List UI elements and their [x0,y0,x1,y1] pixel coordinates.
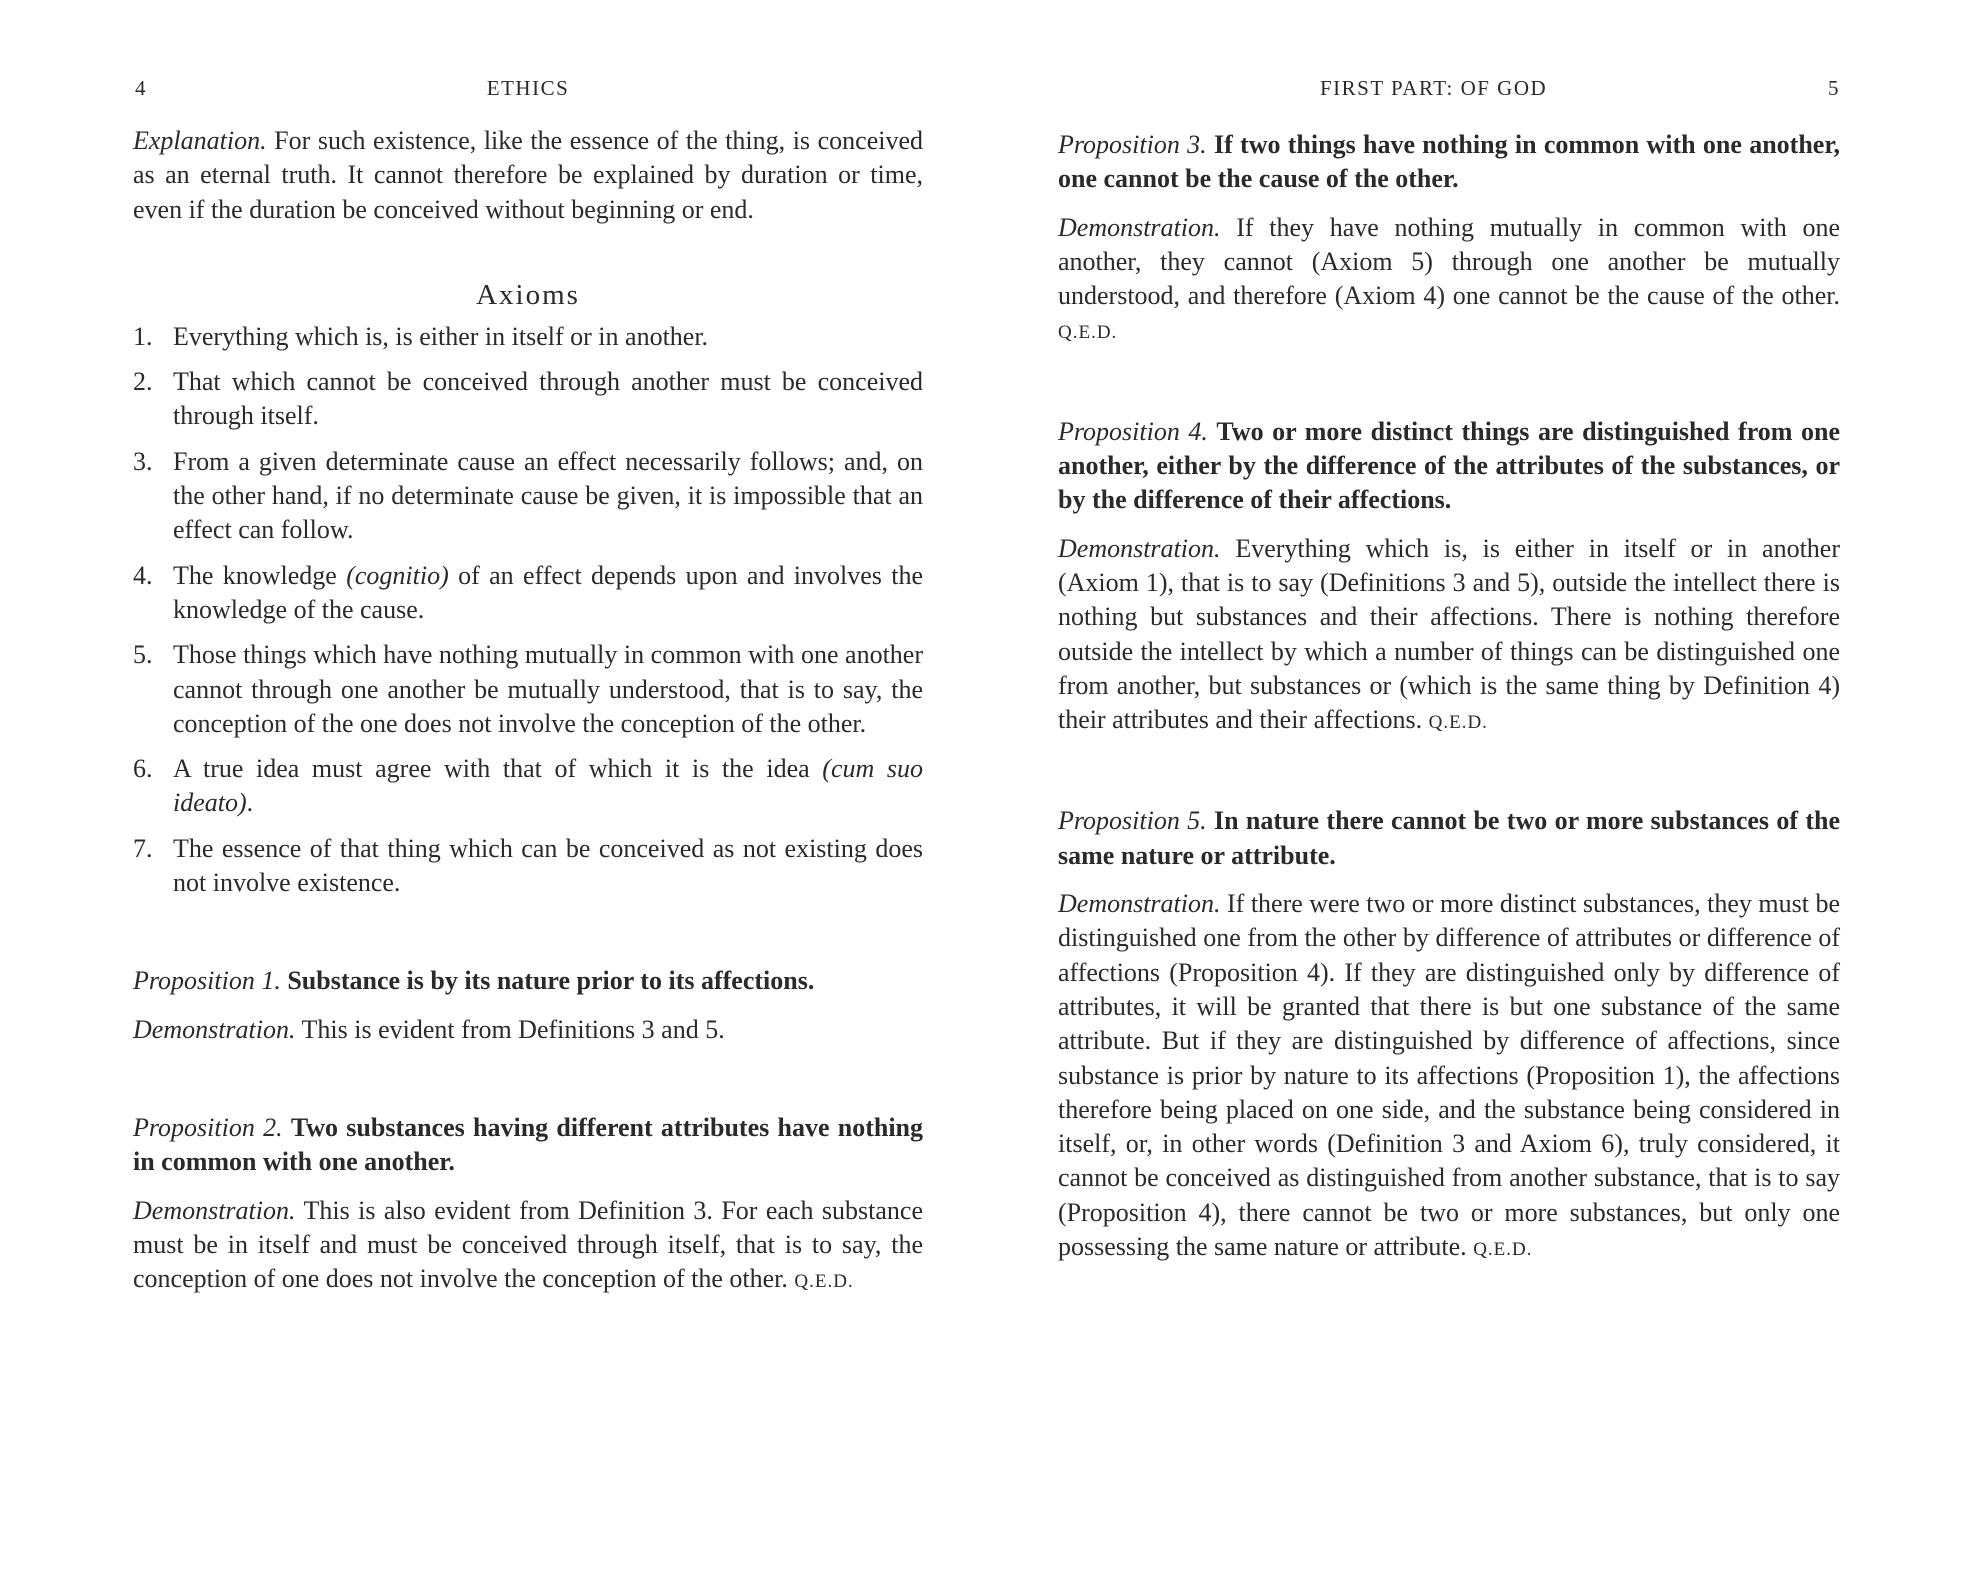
proposition-4-label: Proposition 4. [1058,416,1208,446]
proposition-1-demonstration: Demonstration. This is evident from Definitions 3 and 5. [133,1014,725,1044]
left-page-content [133,124,923,1299]
explanation-paragraph [133,124,923,227]
left-page-number: 4 [135,76,147,100]
proposition-2-label: Proposition 2. [133,1112,283,1142]
qed-mark: Q.E.D. [794,1271,854,1293]
proposition-5-label: Proposition 5. [1058,806,1207,836]
left-running-head [133,76,923,106]
right-page-content [1058,128,1840,1267]
axiom-1: 1. Everything which is, is either in itself or in another. [133,321,709,351]
proposition-4-statement: Proposition 4. Two or more distinct things are distinguished from one another, either by the difference of the attributes of the substances, or by the difference of their affections. [1058,416,1840,515]
proposition-2-statement: Proposition 2. Two substances having different attributes have nothing in common with one another. [133,1112,924,1177]
proposition-3-demonstration: Demonstration. If they have nothing mutually in common with one another, they cannot (Axiom 5) through one another be mutually understood, and therefore (Axiom 4) one cannot be the cause of the other. Q.E.D. [1058,212,1840,344]
right-running-head [1058,76,1840,106]
axiom-5: 5. Those things which have nothing mutually in common with one another cannot through one another be mutually understood, that is to say, the conception of the one does not involve the conception of the other. [133,640,923,738]
axiom-3: 3. From a given determinate cause an effect necessarily follows; and, on the other hand, if no determinate cause be given, it is impossible that an effect can follow. [133,446,923,545]
explanation-label: Explanation. [133,126,267,155]
qed-mark: Q.E.D. [1473,1239,1533,1261]
qed-mark: Q.E.D. [1058,322,1118,344]
proposition-5-demonstration: Demonstration. If there were two or more distinct substances, they must be distinguished one from the other by difference of attributes or difference of affections (Proposition 4). If they are distinguished only by difference of attributes, it will be granted that there is but one substance of the same attribute. But if they are distinguished by difference of affections, since substance is prior by nature to its affections (Proposition 1), the affections therefore being placed on one side, and the substance being considered in itself, or, in other words (Definition 3 and Axiom 6), truly considered, it cannot be conceived as distinguished from another substance, that is to say (Proposition 4), there cannot be two or more substances, but only one possessing the same nature or attribute. Q.E.D. [1058,889,1840,1262]
explanation-text: For such existence, like the essence of the thing, is conceived as an eternal truth. It cannot therefore be explained by duration or time, even if the duration be conceived without beginning or end. [133,126,923,224]
proposition-3-label: Proposition 3. [1058,130,1207,159]
axiom-4: 4. The knowledge (cognitio) of an effect depends upon and involves the knowledge of the cause. [133,560,924,624]
axiom-7: 7. The essence of that thing which can be conceived as not existing does not involve existence. [133,833,923,898]
right-running-title: FIRST PART: OF GOD [1320,76,1548,100]
proposition-5-statement: Proposition 5. In nature there cannot be two or more substances of the same nature or attribute. [1058,806,1841,870]
right-page-number: 5 [1828,76,1840,100]
axiom-6: 6. A true idea must agree with that of which it is the idea (cum suo ideato). [133,754,923,818]
proposition-4-demonstration: Demonstration. Everything which is, is either in itself or in another (Axiom 1), that is to say (Definitions 3 and 5), outside the intellect there is nothing but substances and their affections. There is nothing therefore outside the intellect by which a number of things can be distinguished one from another, but substances or (which is the same thing by Definition 4) their attributes and their affections. Q.E.D. [1058,533,1841,735]
proposition-2-demonstration: Demonstration. This is also evident from Definition 3. For each substance must be in itself and must be conceived through itself, that is to say, the conception of one does not involve the conception of the other. Q.E.D. [133,1195,924,1294]
proposition-1-statement: Proposition 1. Substance is by its nature prior to its affections. [133,966,815,996]
left-running-title: ETHICS [486,76,570,100]
proposition-3-statement: Proposition 3. If two things have nothing in common with one another, one cannot be the cause of the other. [1058,130,1840,194]
axiom-2: 2. That which cannot be conceived through another must be conceived through itself. [133,367,923,431]
axioms-list [133,320,923,900]
axioms-heading: Axioms [476,278,580,311]
proposition-1-label: Proposition 1. [133,966,281,996]
qed-mark: Q.E.D. [1428,712,1488,734]
